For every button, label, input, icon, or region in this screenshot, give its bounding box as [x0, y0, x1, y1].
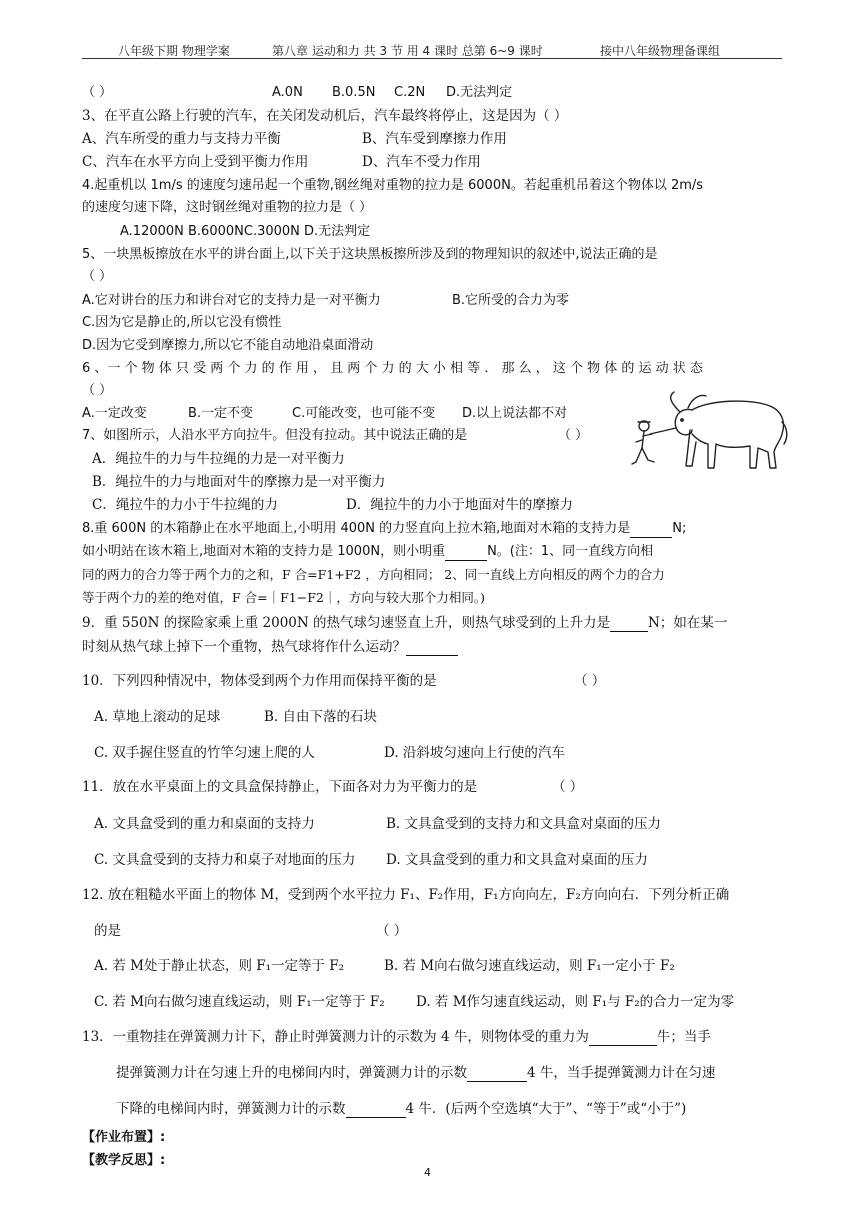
q10-option-a: A. 草地上滚动的足球 — [94, 709, 221, 725]
header-right: 接中八年级物理备课组 — [600, 44, 721, 58]
q8-line-1: 8.重 600N 的木箱静止在水平地面上,小明用 400N 的力竖直向上拉木箱,地面对木箱的支持力是 — [82, 521, 631, 536]
q3-stem: 3、在平直公路上行驶的汽车，在关闭发动机后，汽车最终将停止，这是因为（ ） — [82, 108, 568, 124]
q5-stem-1: 5、一块黑板擦放在水平的讲台面上,以下关于这块黑板擦所涉及到的物理知识的叙述中,说法正确的是 — [82, 247, 658, 262]
q2-option-c: C.2N — [394, 85, 426, 100]
q8-line-1-tail: N; — [672, 521, 687, 536]
q13-line-2-tail: 4 牛，当手提弹簧测力计在匀速 — [527, 1065, 716, 1081]
q9-line-1: 9．重 550N 的探险家乘上重 2000N 的热气球匀速竖直上升，则热气球受到的上升力是 — [82, 615, 611, 631]
homework-heading: 【作业布置】: — [82, 1130, 166, 1145]
q9-blank-2[interactable] — [406, 641, 458, 656]
q10-bracket: （ ） — [574, 673, 606, 689]
q5-stem-2: （ ） — [82, 269, 113, 284]
q8-note-line-4: 等于两个力的差的绝对值，F 合=｜F1−F2｜，方向与较大那个力相同。) — [82, 590, 485, 605]
q6-option-b: B.一定不变 — [188, 406, 254, 421]
page-number: 4 — [424, 1166, 431, 1179]
q5-option-d: D.因为它受到摩擦力,所以它不能自动地沿桌面滑动 — [82, 338, 374, 353]
q4-stem-2: 的速度匀速下降，这时钢丝绳对重物的拉力是（ ） — [82, 200, 373, 215]
q11-bracket: （ ） — [552, 779, 584, 795]
q13-line-2: 提弹簧测力计在匀速上升的电梯间内时，弹簧测力计的示数 — [116, 1065, 467, 1081]
q3-option-a: A、汽车所受的重力与支持力平衡 — [82, 131, 281, 147]
q13-line-3: 下降的电梯间内时，弹簧测力计的示数 — [116, 1101, 346, 1117]
q11-option-d: D. 文具盒受到的重力和文具盒对桌面的压力 — [386, 852, 648, 868]
q7-bracket: （ ） — [558, 428, 589, 443]
q6-option-c: C.可能改变，也可能不变 — [292, 406, 436, 421]
q13-line-3-tail: 4 牛．(后两个空选填“大于”、“等于”或“小于”) — [405, 1101, 687, 1117]
reflection-heading: 【教学反思】: — [82, 1153, 166, 1168]
q13-blank-1[interactable] — [589, 1031, 657, 1046]
q12-bracket: （ ） — [376, 923, 408, 939]
q9-blank-1[interactable] — [610, 617, 648, 632]
q3-option-b: B、汽车受到摩擦力作用 — [362, 131, 507, 147]
q7-option-b: B．绳拉牛的力与地面对牛的摩擦力是一对平衡力 — [92, 474, 386, 490]
q6-stem-2: （ ） — [82, 383, 113, 398]
q7-option-c: C．绳拉牛的力小于牛拉绳的力 — [92, 497, 278, 513]
q12-option-a: A. 若 M处于静止状态，则 F₁一定等于 F₂ — [94, 958, 345, 974]
q12-option-c: C. 若 M向右做匀速直线运动，则 F₁一定等于 F₂ — [94, 994, 385, 1010]
q8-blank-2[interactable] — [445, 546, 487, 561]
q11-stem: 11．放在水平桌面上的文具盒保持静止，下面各对力为平衡力的是 — [82, 779, 478, 795]
q13-line-1: 13．一重物挂在弹簧测力计下，静止时弹簧测力计的示数为 4 牛，则物体受的重力为 — [82, 1029, 589, 1045]
q9-line-1-tail: N；如在某一 — [648, 615, 728, 631]
q8-blank-1[interactable] — [630, 523, 672, 538]
q4-stem-1: 4.起重机以 1m/s 的速度匀速吊起一个重物,钢丝绳对重物的拉力是 6000N。若起重机吊着这个物体以 2m/s — [82, 178, 704, 193]
header-middle: 第八章 运动和力 共 3 节 用 4 课时 总第 6~9 课时 — [272, 44, 543, 58]
q10-option-d: D. 沿斜坡匀速向上行使的汽车 — [384, 745, 565, 761]
q13-blank-3[interactable] — [346, 1103, 406, 1118]
q12-option-b: B. 若 M向右做匀速直线运动，则 F₁一定小于 F₂ — [384, 958, 675, 974]
q5-option-a: A.它对讲台的压力和讲台对它的支持力是一对平衡力 — [82, 293, 381, 308]
q10-option-c: C. 双手握住竖直的竹竿匀速上爬的人 — [94, 745, 315, 761]
q12-option-d: D. 若 M作匀速直线运动，则 F₁与 F₂的合力一定为零 — [416, 994, 735, 1010]
q11-option-b: B. 文具盒受到的支持力和文具盒对桌面的压力 — [386, 816, 662, 832]
q2-bracket: （ ） — [82, 85, 113, 100]
q2-option-b: B.0.5N — [332, 85, 376, 100]
q9-line-2: 时刻从热气球上掉下一个重物，热气球将作什么运动？ — [82, 639, 406, 655]
q12-stem-1: 12. 放在粗糙水平面上的物体 M，受到两个水平拉力 F₁、F₂作用，F₁方向向左，F₂方向向右．下列分析正确 — [82, 887, 730, 903]
q8-note-line-3: 同的两力的合力等于两个力的之和，F 合=F1+F2 ，方向相同； 2、同一直线上方向相反的两个力的合力 — [82, 567, 665, 582]
q5-option-b: B.它所受的合力为零 — [452, 293, 570, 308]
q11-option-c: C. 文具盒受到的支持力和桌子对地面的压力 — [94, 852, 356, 868]
page-header — [82, 40, 782, 59]
header-left: 八年级下期 物理学案 — [118, 44, 230, 58]
q13-blank-2[interactable] — [467, 1067, 527, 1082]
q8-line-2: 如小明站在该木箱上,地面对木箱的支持力是 1000N，则小明重 — [82, 544, 446, 559]
q7-stem: 7、如图所示，人沿水平方向拉牛。但没有拉动。其中说法正确的是 — [82, 428, 468, 443]
q3-option-c: C、汽车在水平方向上受到平衡力作用 — [82, 154, 309, 170]
q4-options: A.12000N B.6000NC.3000N D.无法判定 — [120, 224, 371, 239]
q6-stem-1: 6 、一 个 物 体 只 受 两 个 力 的 作 用 ， 且 两 个 力 的 大 小 相 等 ． 那 么 ， 这 个 物 体 的 运 动 状 态 — [82, 361, 703, 376]
q6-option-a: A.一定改变 — [82, 406, 147, 421]
q2-option-d: D.无法判定 — [446, 85, 513, 100]
q5-option-c: C.因为它是静止的,所以它没有惯性 — [82, 315, 282, 330]
q7-option-a: A．绳拉牛的力与牛拉绳的力是一对平衡力 — [92, 451, 345, 467]
q10-stem: 10．下列四种情况中，物体受到两个力作用而保持平衡的是 — [82, 673, 437, 689]
q13-line-1-tail: 牛；当手 — [656, 1029, 711, 1045]
q6-option-d: D.以上说法都不对 — [462, 406, 568, 421]
q7-option-d: D．绳拉牛的力小于地面对牛的摩擦力 — [346, 497, 573, 513]
man-pulling-ox-illustration — [630, 382, 790, 482]
q10-option-b: B. 自由下落的石块 — [264, 709, 378, 725]
q12-stem-2: 的是 — [94, 923, 121, 939]
q11-option-a: A. 文具盒受到的重力和桌面的支持力 — [94, 816, 315, 832]
q8-line-2-tail: N。(注：1、同一直线方向相 — [487, 544, 654, 559]
q2-option-a: A.0N — [272, 85, 303, 100]
q3-option-d: D、汽车不受力作用 — [362, 154, 481, 170]
